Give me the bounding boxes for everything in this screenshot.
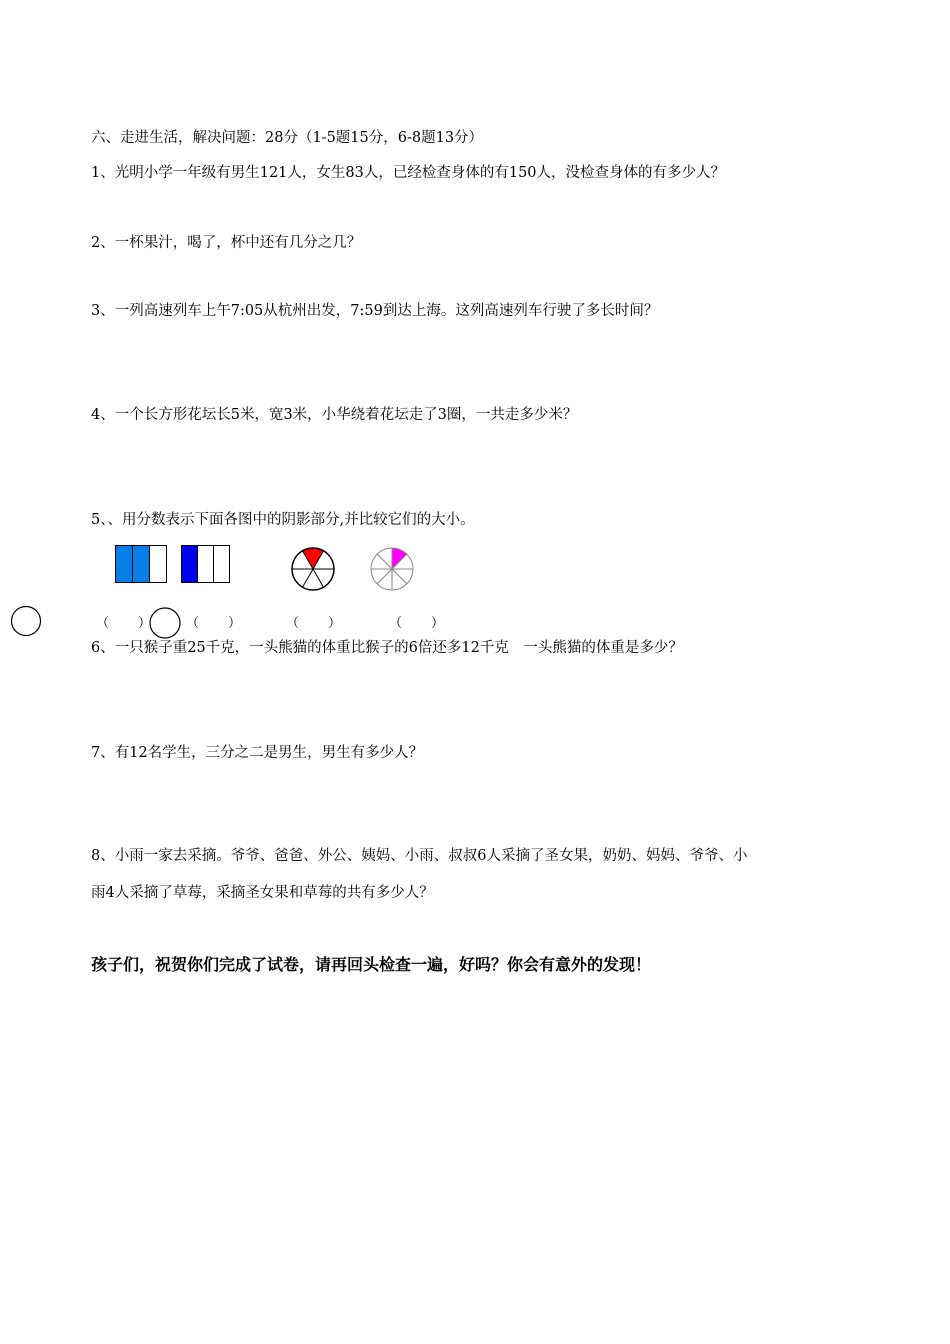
section-heading: 六、走进生活，解决问题：28分（1-5题15分，6-8题13分） [91,130,484,146]
answer-blank-3[interactable]: （ ） [286,616,343,631]
compare-circle-left[interactable] [10,605,42,637]
question-4: 4、一个长方形花坛长5米，宽3米，小华绕着花坛走了3圈，一共走多少米？ [91,407,578,423]
answer-blank-4[interactable]: （ ） [389,616,446,631]
fraction-circle-2 [369,546,415,592]
question-2: 2、一杯果汁，喝了，杯中还有几分之几？ [91,235,362,251]
question-7: 7、有12名学生，三分之二是男生，男生有多少人？ [91,745,424,761]
question-8: 8、小雨一家去采摘。爷爷、爸爸、外公、姨妈、小雨、叔叔6人采摘了圣女果，奶奶、妈妈、爷爷、小 [91,848,748,864]
compare-circle-middle[interactable] [148,607,182,639]
answer-blank-1[interactable]: （ ） [96,616,153,631]
fraction-rect-2 [181,545,233,583]
question-1: 1、光明小学一年级有男生121人，女生83人，已经检查身体的有150人，没检查身体的有多少人？ [91,165,726,181]
fraction-rect-1 [115,545,169,583]
question-8-continued: 雨4人采摘了草莓，采摘圣女果和草莓的共有多少人？ [91,885,434,901]
fraction-circle-1 [290,546,336,592]
closing-message: 孩子们，祝贺你们完成了试卷，请再回头检查一遍，好吗？你会有意外的发现！ [91,955,652,974]
answer-blank-2[interactable]: （ ） [186,616,243,631]
question-3: 3、一列高速列车上午7:05从杭州出发，7:59到达上海。这列高速列车行驶了多长时间？ [91,303,659,319]
question-5: 5、、用分数表示下面各图中的阴影部分,并比较它们的大小。 [91,512,475,528]
question-6: 6、一只猴子重25千克，一头熊猫的体重比猴子的6倍还多12千克 一头熊猫的体重是多少？ [91,640,683,656]
